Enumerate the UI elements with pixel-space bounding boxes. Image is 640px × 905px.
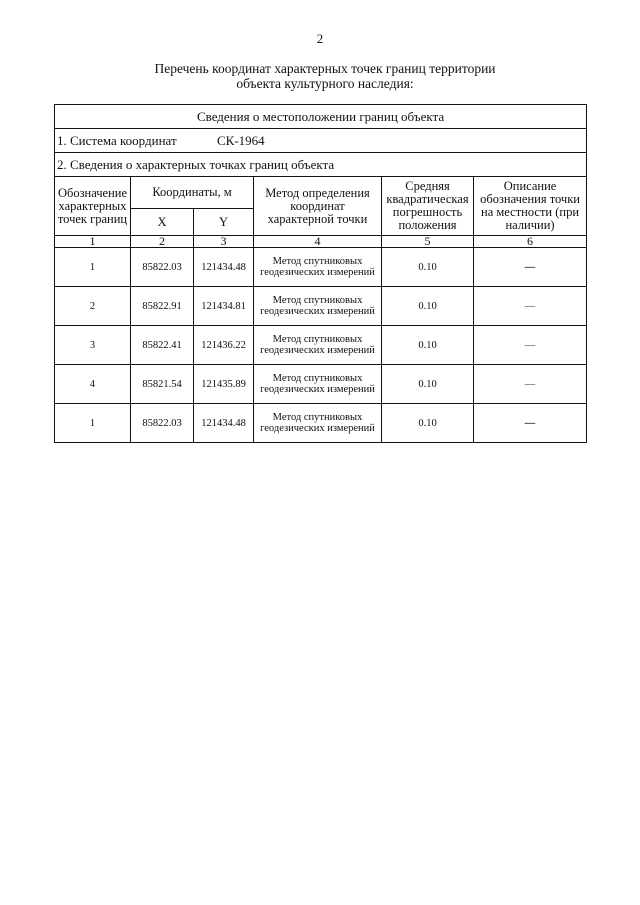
point-number: 3 xyxy=(55,326,131,365)
error-value: 0.10 xyxy=(382,326,474,365)
description-dash: — xyxy=(474,248,587,287)
header-text: Описание xyxy=(503,179,557,193)
header-text: Метод определения xyxy=(265,185,370,200)
point-number: 4 xyxy=(55,365,131,404)
coordinates-table xyxy=(54,104,587,443)
x-coordinate: 85822.03 xyxy=(131,248,194,287)
title-line-1: Перечень координат характерных точек границ территории xyxy=(154,61,496,76)
method-cell xyxy=(254,365,382,404)
table-row xyxy=(55,326,587,365)
table-row xyxy=(55,404,587,443)
error-value: 0.10 xyxy=(382,365,474,404)
point-number: 1 xyxy=(55,248,131,287)
method-line-1: Метод спутниковых xyxy=(272,373,363,384)
section-header: Сведения о местоположении границ объекта xyxy=(55,105,587,129)
document-title xyxy=(0,61,640,91)
table-row xyxy=(55,248,587,287)
method-line-2: геодезических измерений xyxy=(260,267,375,278)
x-coordinate: 85822.41 xyxy=(131,326,194,365)
header-text: на местности (при xyxy=(481,205,580,219)
table-row xyxy=(55,287,587,326)
method-line-1: Метод спутниковых xyxy=(272,334,363,345)
point-number: 2 xyxy=(55,287,131,326)
coord-system-value: СК-1964 xyxy=(217,132,265,148)
x-coordinate: 85822.03 xyxy=(131,404,194,443)
header-text: координат xyxy=(290,198,345,213)
points-label: 2. Сведения о характерных точках границ объекта xyxy=(57,156,335,172)
points-info-row xyxy=(55,153,587,177)
table-row xyxy=(55,365,587,404)
x-coordinate: 85821.54 xyxy=(131,365,194,404)
method-line-2: геодезических измерений xyxy=(260,345,375,356)
header-text: обозначения точки xyxy=(480,192,580,206)
column-number: 5 xyxy=(382,236,474,248)
header-text: точек границ xyxy=(57,211,128,226)
y-coordinate: 121434.81 xyxy=(194,287,254,326)
header-text: погрешность xyxy=(392,205,463,219)
header-text: квадратическая xyxy=(386,192,469,206)
method-cell xyxy=(254,326,382,365)
method-line-2: геодезических измерений xyxy=(260,423,375,434)
coord-system-row xyxy=(55,129,587,153)
y-coordinate: 121434.48 xyxy=(194,248,254,287)
y-coordinate: 121436.22 xyxy=(194,326,254,365)
error-value: 0.10 xyxy=(382,404,474,443)
method-line-1: Метод спутниковых xyxy=(272,412,363,423)
method-line-1: Метод спутниковых xyxy=(272,295,363,306)
description-dash: — xyxy=(474,287,587,326)
header-text: положения xyxy=(398,218,457,232)
coord-system-label: 1. Система координат xyxy=(57,132,177,148)
header-y: Y xyxy=(194,209,254,236)
header-description xyxy=(474,177,587,236)
column-numbers-row xyxy=(55,236,587,248)
header-text: Обозначение xyxy=(57,185,128,200)
method-cell xyxy=(254,248,382,287)
column-number: 3 xyxy=(194,236,254,248)
header-text: характерных xyxy=(58,198,127,213)
header-error xyxy=(382,177,474,236)
x-coordinate: 85822.91 xyxy=(131,287,194,326)
method-cell xyxy=(254,404,382,443)
page-number: 2 xyxy=(316,31,324,46)
header-text: наличии) xyxy=(505,218,555,232)
column-number: 4 xyxy=(254,236,382,248)
error-value: 0.10 xyxy=(382,248,474,287)
column-number: 2 xyxy=(131,236,194,248)
column-number: 6 xyxy=(474,236,587,248)
method-line-1: Метод спутниковых xyxy=(272,256,363,267)
header-method xyxy=(254,177,382,236)
column-number: 1 xyxy=(55,236,131,248)
header-text: Средняя xyxy=(405,179,450,193)
description-dash: — xyxy=(474,404,587,443)
error-value: 0.10 xyxy=(382,287,474,326)
method-line-2: геодезических измерений xyxy=(260,384,375,395)
header-coordinates: Координаты, м xyxy=(131,177,254,209)
title-line-2: объекта культурного наследия: xyxy=(236,76,414,91)
point-number: 1 xyxy=(55,404,131,443)
method-cell xyxy=(254,287,382,326)
y-coordinate: 121435.89 xyxy=(194,365,254,404)
y-coordinate: 121434.48 xyxy=(194,404,254,443)
description-dash: — xyxy=(474,326,587,365)
header-text: характерной точки xyxy=(267,211,368,226)
description-dash: — xyxy=(474,365,587,404)
header-point-designation xyxy=(55,177,131,236)
method-line-2: геодезических измерений xyxy=(260,306,375,317)
header-x: X xyxy=(131,209,194,236)
